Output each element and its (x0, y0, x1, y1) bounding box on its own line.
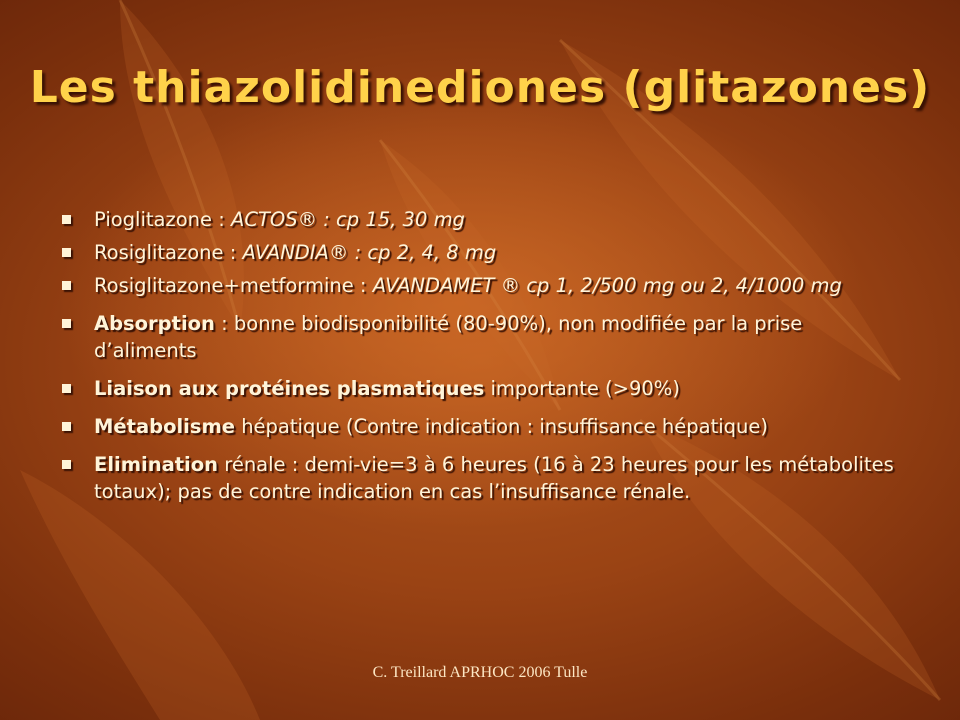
square-bullet-icon (62, 422, 71, 431)
item-value: AVANDIA® : cp 2, 4, 8 mg (242, 241, 497, 264)
slide-footer: C. Treillard APRHOC 2006 Tulle (372, 664, 588, 681)
list-item (58, 451, 908, 505)
item-term: Métabolisme (94, 415, 235, 438)
item-term: Absorption (94, 312, 215, 335)
item-term: Liaison aux protéines plasmatiques (94, 377, 485, 400)
item-text: : bonne biodisponibilité (80-90%), non modifiée par la prise d’aliments (94, 312, 803, 362)
item-value: ACTOS® : cp 15, 30 mg (230, 208, 465, 231)
slide-title: Les thiazolidinediones (glitazones) (29, 62, 931, 113)
list-item (58, 272, 908, 299)
square-bullet-icon (62, 215, 71, 224)
item-label: Rosiglitazone+metformine : (94, 274, 373, 297)
list-item (58, 375, 908, 402)
square-bullet-icon (62, 248, 71, 257)
square-bullet-icon (62, 460, 71, 469)
square-bullet-icon (62, 319, 71, 328)
item-label: Rosiglitazone : (94, 241, 243, 264)
square-bullet-icon (62, 384, 71, 393)
list-item (58, 206, 908, 233)
item-text: importante (>90%) (484, 377, 680, 400)
item-value: AVANDAMET ® cp 1, 2/500 mg ou 2, 4/1000 mg (372, 274, 842, 297)
item-term: Elimination (94, 453, 219, 476)
bullet-list (58, 206, 908, 516)
list-item (58, 239, 908, 266)
square-bullet-icon (62, 281, 71, 290)
item-text: rénale : demi-vie=3 à 6 heures (16 à 23 heures pour les métabolites totaux); pas de contre indication en cas l’insuffisance rénale. (94, 453, 894, 503)
item-text: hépatique (Contre indication : insuffisance hépatique) (235, 415, 769, 438)
list-item (58, 413, 908, 440)
item-label: Pioglitazone : (94, 208, 231, 231)
list-item (58, 310, 908, 364)
